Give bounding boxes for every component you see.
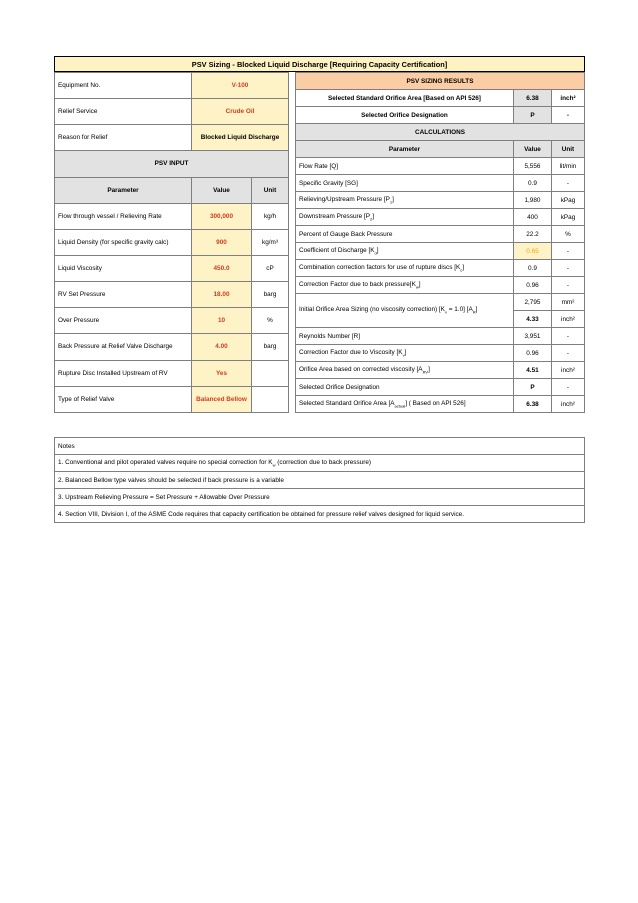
calc-unit: - [551, 260, 584, 277]
calc-area-label: Initial Orifice Area Sizing (no viscosity correction) $[K_v = 1.0]$ $[A_R]$ [295, 294, 513, 328]
notes-header: Notes [55, 438, 585, 455]
calc-value: 400 [513, 209, 551, 226]
input-row [55, 282, 289, 308]
reason-row [55, 125, 289, 151]
calc-area-value-mm: 2,795 [513, 294, 551, 311]
calc-value: 0.9 [513, 260, 551, 277]
calc-area-unit-mm: mm² [551, 294, 584, 311]
calc-row [295, 277, 584, 294]
relief-service-value[interactable]: Crude Oil [192, 99, 289, 125]
input-label: Liquid Density (for specific gravity calc) [55, 229, 192, 255]
calc-label: Downstream Pressure $[P_2]$ [295, 209, 513, 226]
reason-label: Reason for Relief [55, 125, 192, 151]
relief-service-row [55, 99, 289, 125]
input-unit: barg [252, 282, 289, 308]
input-row [55, 255, 289, 281]
note-item [55, 489, 585, 506]
calc-row [295, 175, 584, 192]
calc-value: 4.51 [513, 362, 551, 379]
input-col-parameter: Parameter [55, 177, 192, 203]
calc-value: 5,556 [513, 158, 551, 175]
input-unit: cP [252, 255, 289, 281]
input-row [55, 360, 289, 386]
input-value[interactable]: 450.0 [192, 255, 252, 281]
calc-label: Combination correction factors for use of rupture discs $[K_c]$ [295, 260, 513, 277]
note-text: 2. Balanced Bellow type valves should be selected if back pressure is a variable [55, 472, 585, 489]
psv-sizing-sheet [54, 56, 585, 523]
input-label: Rupture Disc Installed Upstream of RV [55, 360, 192, 386]
calc-value: 3,951 [513, 328, 551, 345]
input-columns-row [55, 177, 289, 203]
equipment-row [55, 73, 289, 99]
calc-label: Relieving/Upstream Pressure $[P_1]$ [295, 192, 513, 209]
results-row [295, 107, 584, 124]
calc-label: Selected Standard Orifice Area $[A_{actual}]$ ( Based on API 526] [295, 396, 513, 413]
calc-value: 0.96 [513, 345, 551, 362]
calc-row [295, 243, 584, 260]
input-unit: kg/h [252, 203, 289, 229]
calc-value: 0.9 [513, 175, 551, 192]
input-label: Liquid Viscosity [55, 255, 192, 281]
calc-header: CALCULATIONS [295, 124, 584, 141]
input-label: Flow through vessel / Relieving Rate [55, 203, 192, 229]
calc-row [295, 226, 584, 243]
calc-col-unit: Unit [551, 141, 584, 158]
note-item [55, 472, 585, 489]
calc-unit: - [551, 345, 584, 362]
note-item [55, 455, 585, 472]
input-header: PSV INPUT [55, 151, 289, 177]
calc-row [295, 362, 584, 379]
input-row [55, 334, 289, 360]
calc-col-parameter: Parameter [295, 141, 513, 158]
calc-value: 1,980 [513, 192, 551, 209]
input-row [55, 229, 289, 255]
calc-unit: lit/min [551, 158, 584, 175]
note-text: 1. Conventional and pilot operated valves require no special correction for $K_w$ (correction due to back pressure) [55, 455, 585, 472]
input-value[interactable]: Balanced Bellow [192, 386, 252, 412]
input-row [55, 203, 289, 229]
input-row [55, 308, 289, 334]
calculation-table [295, 72, 585, 413]
calc-unit: - [551, 243, 584, 260]
calc-unit: - [551, 379, 584, 396]
results-unit: inch² [551, 90, 584, 107]
results-value: P [513, 107, 551, 124]
input-row [55, 386, 289, 412]
results-header: PSV SIZING RESULTS [295, 73, 584, 90]
input-value[interactable]: 300,000 [192, 203, 252, 229]
input-unit [252, 360, 289, 386]
calc-row [295, 345, 584, 362]
calc-unit: kPag [551, 209, 584, 226]
input-value[interactable]: 4.00 [192, 334, 252, 360]
input-table [54, 72, 289, 413]
calc-row [295, 192, 584, 209]
calc-row [295, 328, 584, 345]
notes-table [54, 437, 585, 523]
input-label: Type of Relief Valve [55, 386, 192, 412]
calc-area-value-inch: 4.33 [513, 311, 551, 328]
input-value[interactable]: Yes [192, 360, 252, 386]
input-label: Over Pressure [55, 308, 192, 334]
calc-label: Flow Rate [Q] [295, 158, 513, 175]
input-label: RV Set Pressure [55, 282, 192, 308]
input-unit: barg [252, 334, 289, 360]
input-value[interactable]: 10 [192, 308, 252, 334]
calc-row [295, 396, 584, 413]
calc-label: Correction Factor due to back $pressure[K_w]$ [295, 277, 513, 294]
calc-row [295, 158, 584, 175]
results-label: Selected Orifice Designation [295, 107, 513, 124]
input-header-row [55, 151, 289, 177]
note-text: 4. Section VIII, Division I, of the ASME Code requires that capacity certification be obtained for pressure relief valves designed for liquid service. [55, 506, 585, 523]
calc-row [295, 260, 584, 277]
calc-area-row [295, 294, 584, 311]
sheet-title: PSV Sizing - Blocked Liquid Discharge [Requiring Capacity Certification] [54, 56, 585, 72]
results-unit: - [551, 107, 584, 124]
calc-unit: inch² [551, 396, 584, 413]
calc-unit: kPag [551, 192, 584, 209]
calc-area-unit-inch: inch² [551, 311, 584, 328]
calc-label: Orifice Area based on corrected viscosity $[A_{RV}]$ [295, 362, 513, 379]
calc-row [295, 209, 584, 226]
calc-unit: % [551, 226, 584, 243]
calc-row [295, 379, 584, 396]
calc-value: 0.96 [513, 277, 551, 294]
calc-unit: inch² [551, 362, 584, 379]
calc-header-row [295, 124, 584, 141]
input-unit [252, 386, 289, 412]
input-label: Back Pressure at Relief Valve Discharge [55, 334, 192, 360]
calc-value: 6.38 [513, 396, 551, 413]
input-unit: kg/m³ [252, 229, 289, 255]
results-row [295, 90, 584, 107]
equipment-value[interactable]: V-100 [192, 73, 289, 99]
calc-unit: - [551, 277, 584, 294]
calc-label: Reynolds Number [R] [295, 328, 513, 345]
note-text: 3. Upstream Relieving Pressure = Set Pressure + Allowable Over Pressure [55, 489, 585, 506]
calc-unit: - [551, 175, 584, 192]
note-item [55, 506, 585, 523]
calc-label: Percent of Gauge Back Pressure [295, 226, 513, 243]
calc-label: Correction Factor due to Viscosity $[K_v]$ [295, 345, 513, 362]
calc-label: Coefficient of Discharge $[K_d]$ [295, 243, 513, 260]
calc-value: 22.2 [513, 226, 551, 243]
calc-label: Specific Gravity [SG] [295, 175, 513, 192]
calc-columns-row [295, 141, 584, 158]
calc-value: P [513, 379, 551, 396]
relief-service-label: Relief Service [55, 99, 192, 125]
calc-value-discharge-coefficient[interactable]: 0.65 [513, 243, 551, 260]
input-col-value: Value [192, 177, 252, 203]
reason-value[interactable]: Blocked Liquid Discharge [192, 125, 289, 151]
calc-col-value: Value [513, 141, 551, 158]
equipment-label: Equipment No. [55, 73, 192, 99]
calc-label: Selected Orifice Designation [295, 379, 513, 396]
results-header-row [295, 73, 584, 90]
calc-unit: - [551, 328, 584, 345]
input-value[interactable]: 900 [192, 229, 252, 255]
input-col-unit: Unit [252, 177, 289, 203]
input-value[interactable]: 18.00 [192, 282, 252, 308]
notes-header-row [55, 438, 585, 455]
results-value: 6.38 [513, 90, 551, 107]
input-unit: % [252, 308, 289, 334]
top-section [54, 72, 585, 413]
results-label: Selected Standard Orifice Area [Based on API 526] [295, 90, 513, 107]
